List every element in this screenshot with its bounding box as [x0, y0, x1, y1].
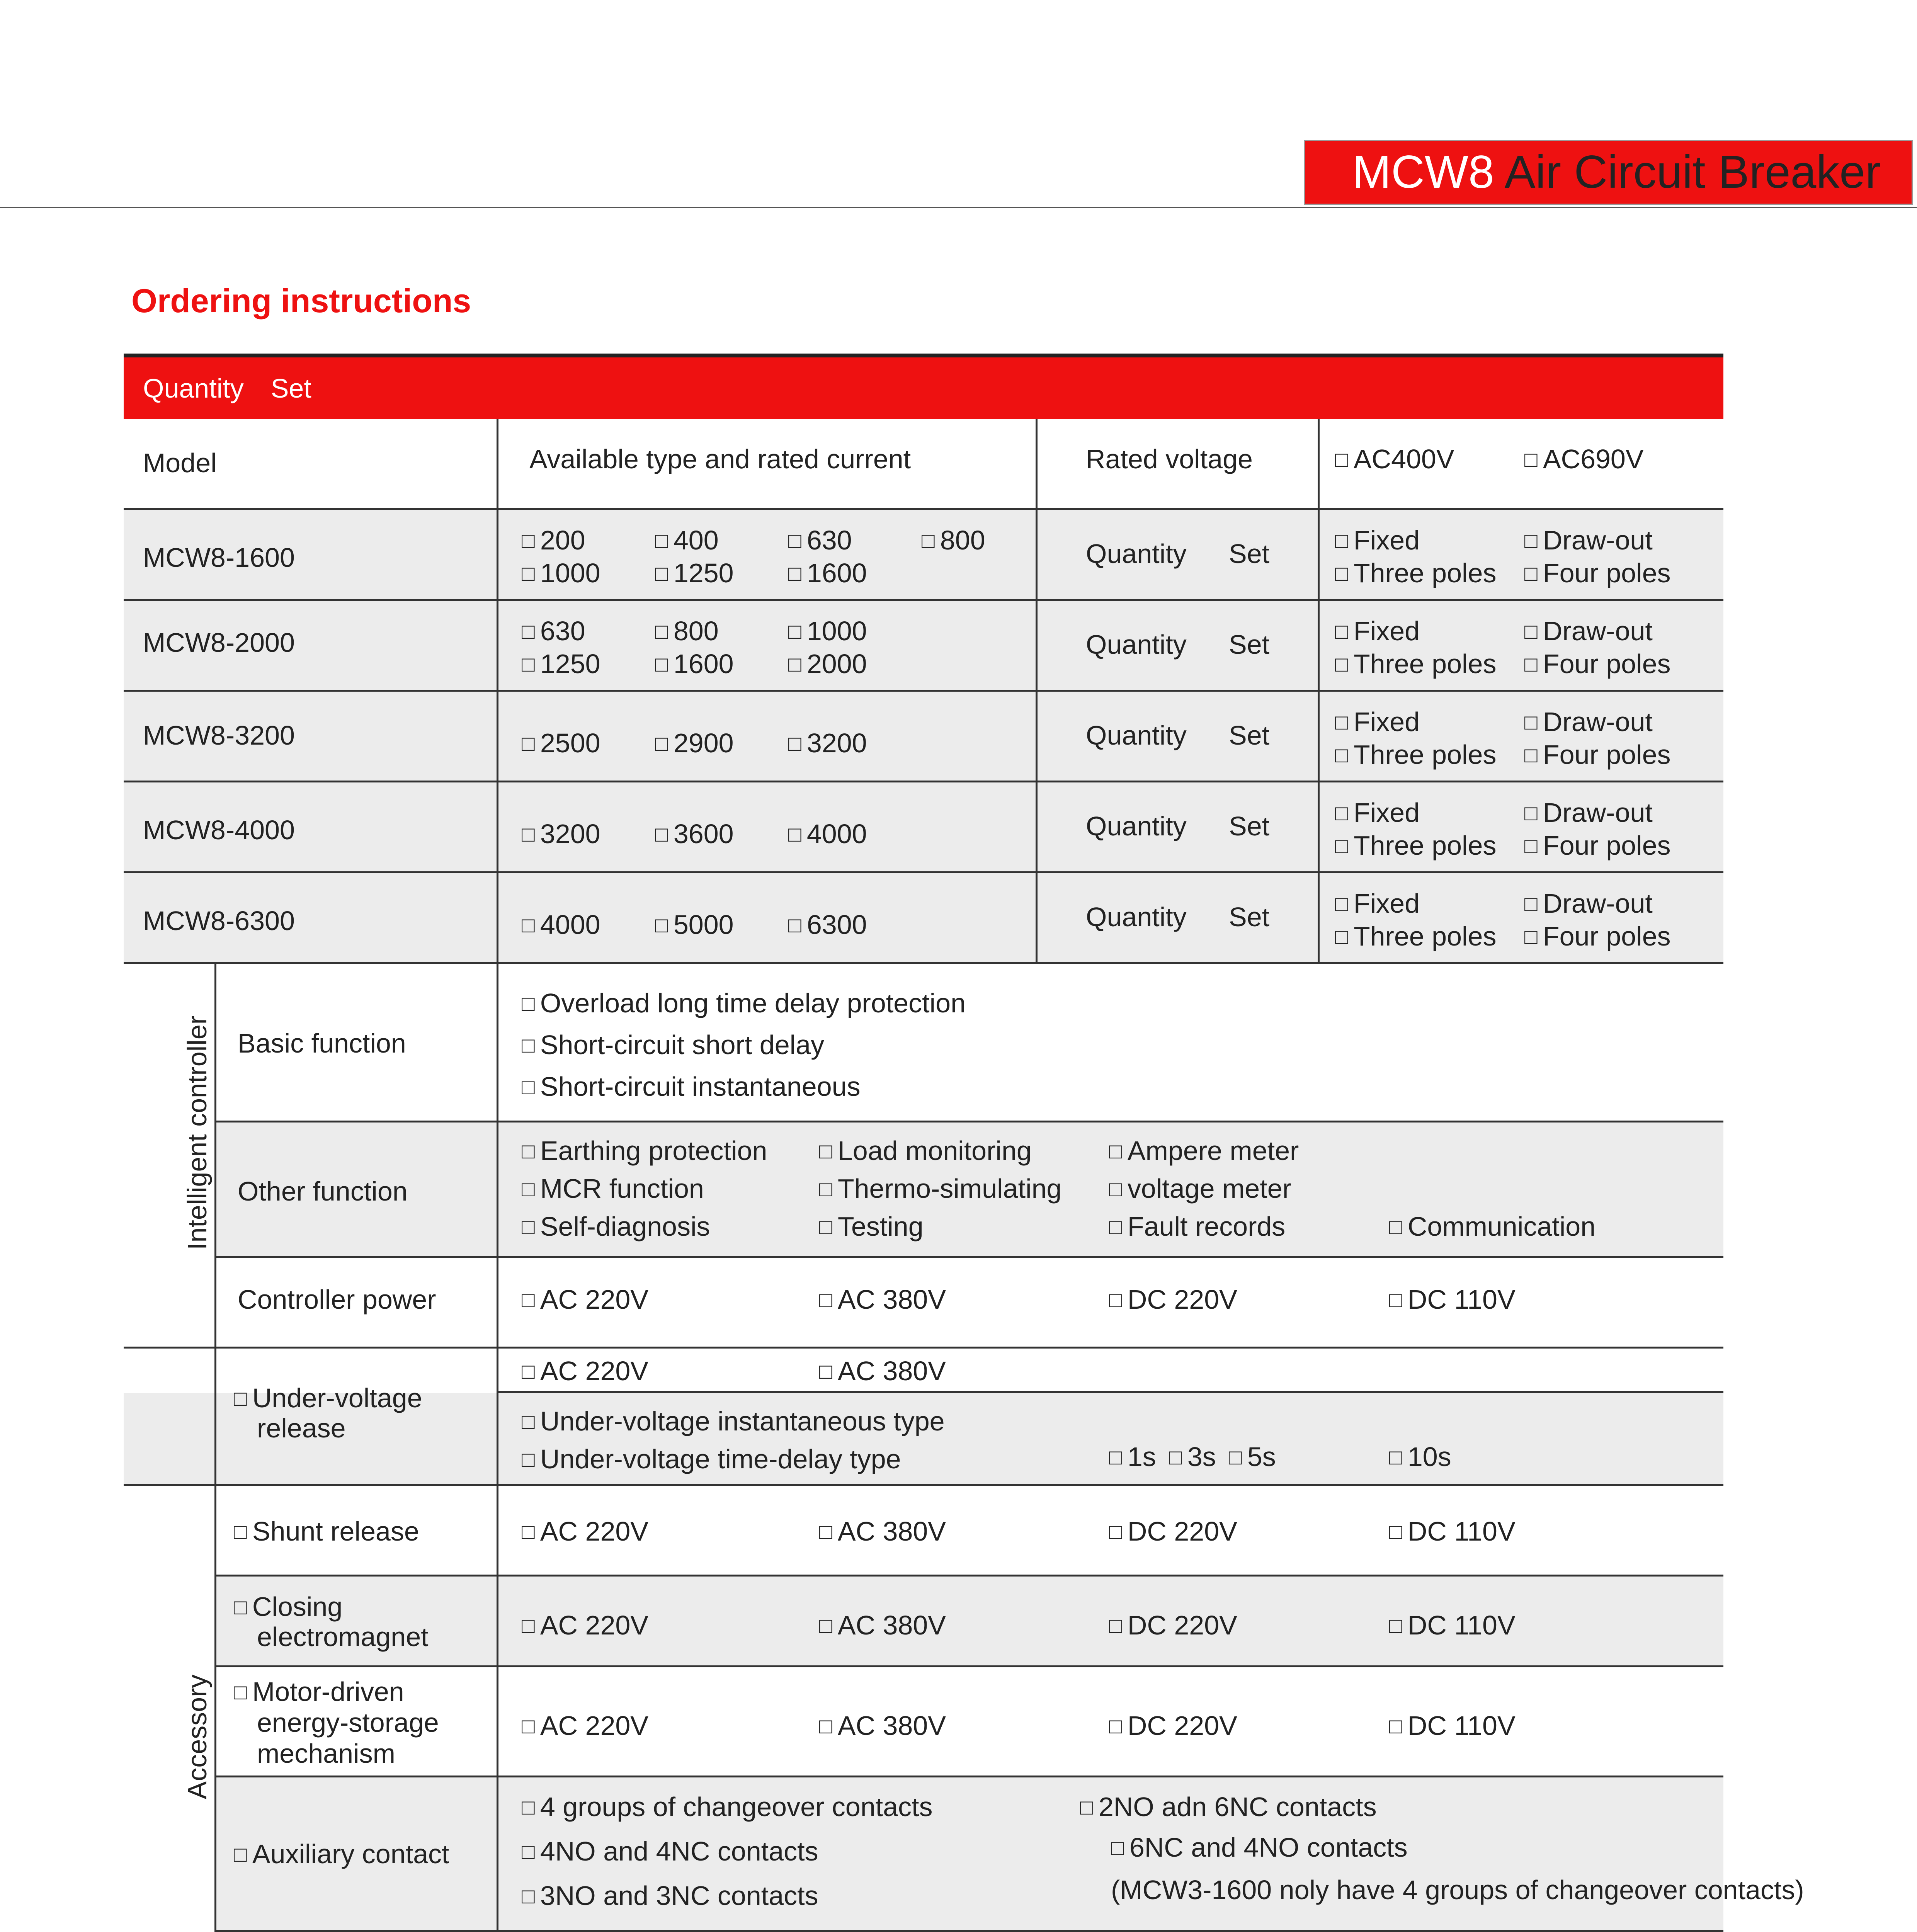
motor-mechanism-label[interactable]: □ Motor-driven	[234, 1675, 404, 1710]
header-title-rest: Air Circuit Breaker	[1494, 146, 1881, 198]
current-option[interactable]: □ 800	[655, 614, 719, 650]
auxiliary-option[interactable]: □ 4 groups of changeover contacts	[522, 1790, 932, 1825]
motor-mechanism-label-3: mechanism	[257, 1738, 395, 1769]
other-function-label: Other function	[238, 1176, 408, 1206]
table-top-rule	[124, 354, 1723, 357]
current-option[interactable]: □ 1000	[522, 556, 600, 592]
current-option[interactable]: □ 1250	[655, 556, 734, 592]
delay-option-10s[interactable]: □ 10s	[1389, 1440, 1451, 1475]
motor-option[interactable]: □ AC 380V	[819, 1709, 946, 1744]
current-option[interactable]: □ 3200	[522, 817, 600, 852]
shunt-option[interactable]: □ AC 380V	[819, 1515, 946, 1550]
current-option[interactable]: □ 3600	[655, 817, 734, 852]
option-draw-out[interactable]: □ Draw-out	[1524, 887, 1653, 922]
auxiliary-option[interactable]: □ 4NO and 4NC contacts	[522, 1835, 818, 1870]
other-option[interactable]: □ voltage meter	[1109, 1172, 1291, 1207]
undervoltage-release-label[interactable]: □ Under-voltage	[234, 1381, 422, 1417]
quantity-label: Quantity	[1086, 811, 1187, 841]
quantity-label: Quantity	[1086, 720, 1187, 750]
closing-electromagnet-label-2: electromagnet	[257, 1622, 429, 1652]
power-option[interactable]: □ AC 220V	[522, 1283, 648, 1318]
option-draw-out[interactable]: □ Draw-out	[1524, 524, 1653, 559]
quantity-label: Quantity	[1086, 629, 1187, 660]
undervoltage-option[interactable]: □ AC 220V	[522, 1354, 648, 1389]
option-fixed[interactable]: □ Fixed	[1335, 524, 1420, 559]
option-fixed[interactable]: □ Fixed	[1335, 887, 1420, 922]
set-label: Set	[1229, 629, 1270, 660]
option-fixed[interactable]: □ Fixed	[1335, 796, 1420, 831]
set-label: Set	[1229, 811, 1270, 841]
header-voltage-label: Rated voltage	[1086, 444, 1253, 474]
header-model: MCW8	[1352, 146, 1494, 198]
other-option[interactable]: □ Thermo-simulating	[819, 1172, 1061, 1207]
other-option[interactable]: □ MCR function	[522, 1172, 704, 1207]
auxiliary-note: (MCW3-1600 noly have 4 groups of changeover contacts)	[1111, 1875, 1804, 1905]
current-option[interactable]: □ 1000	[788, 614, 867, 650]
current-option[interactable]: □ 1600	[788, 556, 867, 592]
undervoltage-time-delay[interactable]: □ Under-voltage time-delay type	[522, 1442, 901, 1478]
current-option[interactable]: □ 5000	[655, 908, 734, 943]
basic-function-label: Basic function	[238, 1028, 406, 1058]
divider	[497, 1349, 498, 1932]
basic-function-row	[214, 964, 1723, 1122]
shunt-release-label[interactable]: □ Shunt release	[234, 1515, 419, 1550]
option-four-poles[interactable]: □ Four poles	[1524, 738, 1671, 773]
divider	[497, 419, 498, 964]
model-name: MCW8-2000	[143, 628, 295, 658]
set-label: Set	[1229, 902, 1270, 932]
divider	[214, 964, 216, 1349]
divider	[497, 964, 498, 1349]
option-three-poles[interactable]: □ Three poles	[1335, 829, 1496, 864]
model-name: MCW8-6300	[143, 906, 295, 936]
group-label-intelligent-controller: Intelligent controller	[182, 1015, 212, 1250]
current-option[interactable]: □ 800	[922, 524, 985, 559]
auxiliary-option[interactable]: □ 6NC and 4NO contacts	[1111, 1831, 1408, 1866]
divider	[1036, 419, 1038, 964]
option-ac400v[interactable]: □ AC400V	[1335, 442, 1454, 478]
option-three-poles[interactable]: □ Three poles	[1335, 647, 1496, 682]
basic-option[interactable]: □ Short-circuit instantaneous	[522, 1070, 861, 1105]
closing-option[interactable]: □ DC 220V	[1109, 1609, 1237, 1644]
option-fixed[interactable]: □ Fixed	[1335, 705, 1420, 740]
motor-option[interactable]: □ AC 220V	[522, 1709, 648, 1744]
controller-power-label: Controller power	[238, 1284, 436, 1315]
other-option[interactable]: □ Load monitoring	[819, 1134, 1032, 1169]
option-draw-out[interactable]: □ Draw-out	[1524, 614, 1653, 650]
delay-option-1s[interactable]: □ 1s	[1109, 1440, 1156, 1475]
current-option[interactable]: □ 6300	[788, 908, 867, 943]
current-option[interactable]: □ 3200	[788, 726, 867, 762]
option-three-poles[interactable]: □ Three poles	[1335, 556, 1496, 592]
shunt-option[interactable]: □ DC 220V	[1109, 1515, 1237, 1550]
delay-option-5s[interactable]: □ 5s	[1229, 1440, 1276, 1475]
divider	[214, 1349, 216, 1932]
current-option[interactable]: □ 630	[522, 614, 585, 650]
current-option[interactable]: □ 400	[655, 524, 719, 559]
current-option[interactable]: □ 1250	[522, 647, 600, 682]
other-option[interactable]: □ Earthing protection	[522, 1134, 767, 1169]
auxiliary-option[interactable]: □ 2NO adn 6NC contacts	[1080, 1790, 1377, 1825]
closing-option[interactable]: □ AC 380V	[819, 1609, 946, 1644]
power-option[interactable]: □ DC 220V	[1109, 1283, 1237, 1318]
motor-option[interactable]: □ DC 110V	[1389, 1709, 1516, 1744]
current-option[interactable]: □ 2000	[788, 647, 867, 682]
current-option[interactable]: □ 4000	[522, 908, 600, 943]
closing-option[interactable]: □ DC 110V	[1389, 1609, 1516, 1644]
quantity-label: Quantity	[143, 373, 244, 403]
undervoltage-option[interactable]: □ AC 380V	[819, 1354, 946, 1389]
option-ac690v[interactable]: □ AC690V	[1524, 442, 1644, 478]
basic-option[interactable]: □ Short-circuit short delay	[522, 1028, 824, 1063]
set-label: Set	[1229, 720, 1270, 750]
table-header-row	[124, 419, 1723, 510]
option-three-poles[interactable]: □ Three poles	[1335, 738, 1496, 773]
closing-option[interactable]: □ AC 220V	[522, 1609, 648, 1644]
closing-electromagnet-label[interactable]: □ Closing	[234, 1590, 342, 1625]
power-option[interactable]: □ AC 380V	[819, 1283, 946, 1318]
shunt-option[interactable]: □ DC 110V	[1389, 1515, 1516, 1550]
current-option[interactable]: □ 200	[522, 524, 585, 559]
model-name: MCW8-4000	[143, 815, 295, 845]
model-name: MCW8-1600	[143, 543, 295, 573]
current-option[interactable]: □ 630	[788, 524, 852, 559]
delay-option-3s[interactable]: □ 3s	[1169, 1440, 1216, 1475]
option-fixed[interactable]: □ Fixed	[1335, 614, 1420, 650]
set-label: Set	[1229, 539, 1270, 569]
auxiliary-contact-label[interactable]: □ Auxiliary contact	[234, 1837, 449, 1872]
power-option[interactable]: □ DC 110V	[1389, 1283, 1516, 1318]
other-option-communication[interactable]: □ Communication	[1389, 1210, 1596, 1245]
header-rule	[0, 207, 1917, 208]
model-name: MCW8-3200	[143, 720, 295, 750]
option-three-poles[interactable]: □ Three poles	[1335, 920, 1496, 955]
option-four-poles[interactable]: □ Four poles	[1524, 556, 1671, 592]
current-option[interactable]: □ 1600	[655, 647, 734, 682]
other-option[interactable]: □ Self-diagnosis	[522, 1210, 710, 1245]
undervoltage-instantaneous[interactable]: □ Under-voltage instantaneous type	[522, 1405, 945, 1440]
current-option[interactable]: □ 2900	[655, 726, 734, 762]
basic-option[interactable]: □ Overload long time delay protection	[522, 986, 966, 1022]
quantity-bar	[124, 357, 1723, 419]
motor-mechanism-label-2: energy-storage	[257, 1708, 439, 1738]
header-title-box	[1304, 140, 1913, 205]
header-available-label: Available type and rated current	[529, 444, 911, 474]
motor-option[interactable]: □ DC 220V	[1109, 1709, 1237, 1744]
undervoltage-voltage-subrow	[497, 1349, 1723, 1393]
option-four-poles[interactable]: □ Four poles	[1524, 647, 1671, 682]
other-option[interactable]: □ Testing	[819, 1210, 924, 1245]
option-four-poles[interactable]: □ Four poles	[1524, 920, 1671, 955]
other-option[interactable]: □ Ampere meter	[1109, 1134, 1299, 1169]
set-label: Set	[270, 373, 311, 403]
divider	[1318, 419, 1320, 964]
shunt-option[interactable]: □ AC 220V	[522, 1515, 648, 1550]
current-option[interactable]: □ 4000	[788, 817, 867, 852]
option-draw-out[interactable]: □ Draw-out	[1524, 705, 1653, 740]
header-model-label: Model	[143, 448, 217, 478]
group-label-accessory: Accessory	[182, 1674, 212, 1799]
auxiliary-option[interactable]: □ 3NO and 3NC contacts	[522, 1879, 818, 1914]
undervoltage-release-label-2: release	[257, 1413, 346, 1443]
current-option[interactable]: □ 2500	[522, 726, 600, 762]
quantity-label: Quantity	[1086, 539, 1187, 569]
option-draw-out[interactable]: □ Draw-out	[1524, 796, 1653, 831]
other-option[interactable]: □ Fault records	[1109, 1210, 1285, 1245]
section-title: Ordering instructions	[131, 282, 471, 320]
quantity-label: Quantity	[1086, 902, 1187, 932]
option-four-poles[interactable]: □ Four poles	[1524, 829, 1671, 864]
